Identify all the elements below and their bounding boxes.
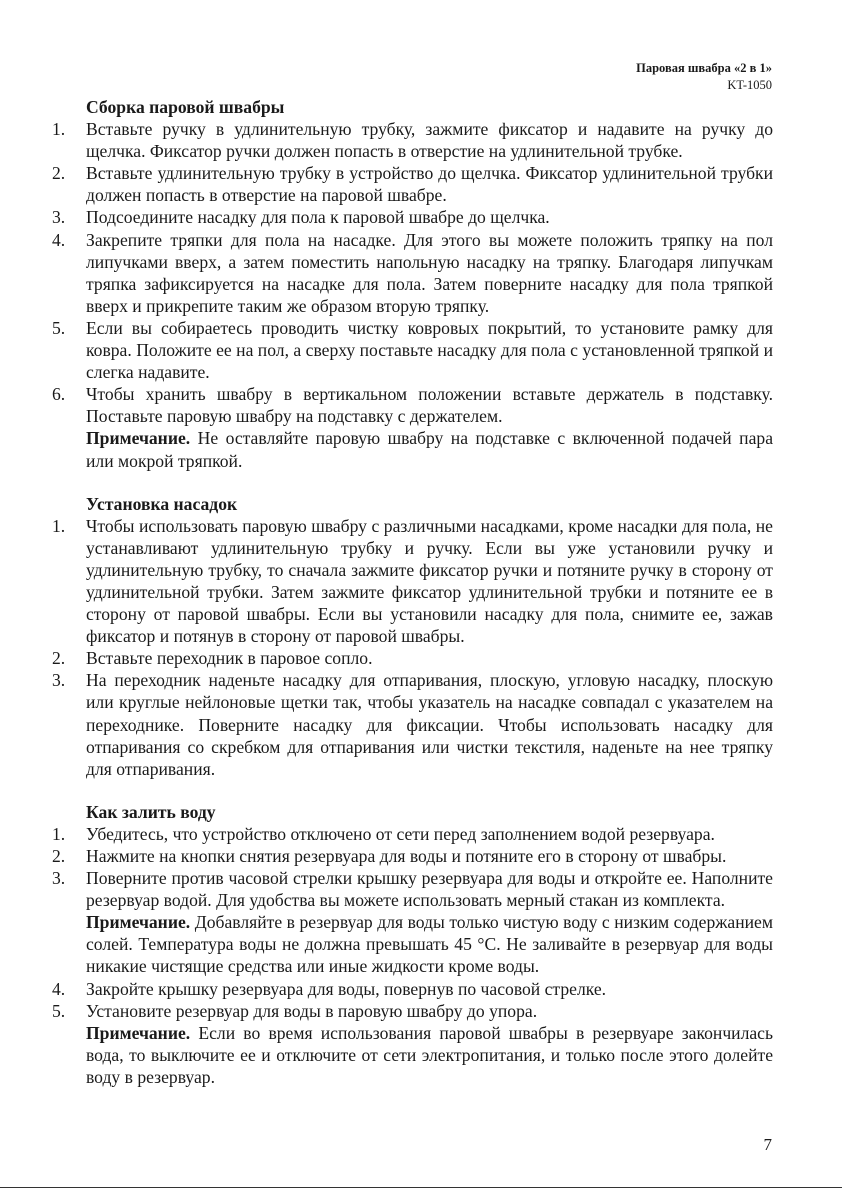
- item-number: 2.: [52, 648, 66, 669]
- item-text: Нажмите на кнопки снятия резервуара для воды и потяните его в сторону от швабры.: [86, 846, 727, 866]
- item-text: Закройте крышку резервуара для воды, повернув по часовой стрелке.: [86, 978, 607, 999]
- note: [52, 911, 773, 977]
- item-text: Закрепите тряпки для пола на насадке. Для этого вы можете положить тряпку на пол липучками вверх, а затем поместить напольную насадку на тряпку. Благодаря липучкам тряпка зафиксируется на насадке для пола. Затем поверните насадку для пола тряпкой вверх и прикрепите таким же образом вторую тряпку.: [86, 229, 773, 316]
- item-number: 1.: [52, 823, 66, 844]
- item-text: Подсоедините насадку для пола к паровой швабре до щелчка.: [86, 207, 550, 228]
- page-content: [52, 96, 773, 1109]
- section-fill-water: [52, 801, 773, 1088]
- list-item: [52, 845, 773, 867]
- item-text: На переходник наденьте насадку для отпаривания, плоскую, угловую насадку, плоскую или круглые нейлоновые щетки так, чтобы указатель на насадке совпадал с указателем на переходнике. Поверните насадку для фиксации. Чтобы использовать насадку для отпаривания со скребком для отпаривания или чистки текстиля, наденьте на нее тряпку для отпаривания.: [86, 670, 773, 779]
- list-item: [52, 669, 773, 779]
- item-number: 3.: [52, 207, 66, 228]
- section-title: Установка насадок: [86, 493, 238, 514]
- page-number: 7: [763, 1135, 772, 1154]
- note-text: Если во время использования паровой швабры в резервуаре закончилась вода, то выключите ее и отключите от сети электропитания, и только после этого долейте воду в резервуар.: [86, 1022, 773, 1087]
- item-text: Чтобы хранить швабру в вертикальном положении вставьте держатель в подставку. Поставьте паровую швабру на подставку с держателем.: [86, 384, 773, 427]
- list-item: [52, 823, 773, 845]
- note-text: Добавляйте в резервуар для воды только чистую воду с низким содержанием солей. Температура воды не должна превышать 45 °C. Не заливайте в резервуар для воды никакие чистящие средства или иные жидкости кроме воды.: [86, 912, 773, 977]
- note-label: Примечание.: [86, 428, 191, 449]
- item-number: 5.: [52, 1000, 66, 1021]
- section-title: Сборка паровой швабры: [86, 97, 285, 117]
- list-item: [52, 647, 773, 669]
- item-text: Чтобы использовать паровую швабру с различными насадками, кроме насадки для пола, не устанавливают удлинительную трубку и ручку. Если вы уже установили ручку и удлинительную трубку, то сначала зажмите фиксатор ручки и потяните ручку в сторону от удлинительной трубки. Затем зажмите фиксатор удлинительной трубки и потяните ее в сторону от паровой швабры. Если вы установили насадку для пола, снимите ее, зажав фиксатор и потянув в сторону от паровой швабры.: [86, 515, 773, 647]
- item-number: 4.: [52, 978, 66, 999]
- list-item: [52, 317, 773, 383]
- note: [52, 427, 773, 471]
- item-number: 2.: [52, 846, 66, 866]
- note-text: Не оставляйте паровую швабру на подставке с включенной подачей пара или мокрой тряпкой.: [86, 428, 773, 471]
- item-text: Убедитесь, что устройство отключено от сети перед заполнением водой резервуара.: [86, 823, 715, 844]
- note-label: Примечание.: [86, 1022, 191, 1043]
- item-text: Вставьте удлинительную трубку в устройство до щелчка. Фиксатор удлинительной трубки должен попасть в отверстие на паровой швабре.: [86, 163, 773, 206]
- list-item: [52, 1000, 773, 1022]
- running-header: [636, 60, 772, 94]
- item-number: 2.: [52, 163, 66, 184]
- note-label: Примечание.: [86, 912, 191, 933]
- list-item: [52, 206, 773, 228]
- bottom-rule: [0, 1187, 842, 1188]
- item-number: 5.: [52, 317, 66, 338]
- item-number: 1.: [52, 515, 66, 536]
- list-item: [52, 229, 773, 317]
- product-name: Паровая швабра «2 в 1»: [636, 61, 772, 75]
- item-number: 3.: [52, 868, 66, 889]
- list-item: [52, 162, 773, 206]
- item-number: 1.: [52, 119, 66, 140]
- item-number: 4.: [52, 229, 66, 250]
- item-number: 3.: [52, 670, 66, 691]
- item-text: Вставьте ручку в удлинительную трубку, зажмите фиксатор и надавите на ручку до щелчка. Фиксатор ручки должен попасть в отверстие на удлинительной трубке.: [86, 119, 773, 162]
- section-title: Как залить воду: [86, 801, 216, 822]
- note: [52, 1022, 773, 1088]
- section-attachments: [52, 493, 773, 780]
- list-item: [52, 515, 773, 648]
- item-text: Если вы собираетесь проводить чистку ковровых покрытий, то установите рамку для ковра. Положите ее на пол, а сверху поставьте насадку для пола с установленной тряпкой и слегка надавите.: [86, 317, 773, 383]
- list-item: [52, 867, 773, 911]
- item-text: Вставьте переходник в паровое сопло.: [86, 648, 373, 669]
- item-text: Установите резервуар для воды в паровую швабру до упора.: [86, 1000, 538, 1021]
- list-item: [52, 383, 773, 427]
- list-item: [52, 118, 773, 162]
- model-number: KT-1050: [727, 78, 772, 92]
- section-assembly: [52, 96, 773, 472]
- list-item: [52, 978, 773, 1000]
- item-number: 6.: [52, 384, 66, 405]
- item-text: Поверните против часовой стрелки крышку резервуара для воды и откройте ее. Наполните резервуар водой. Для удобства вы можете использовать мерный стакан из комплекта.: [86, 868, 773, 911]
